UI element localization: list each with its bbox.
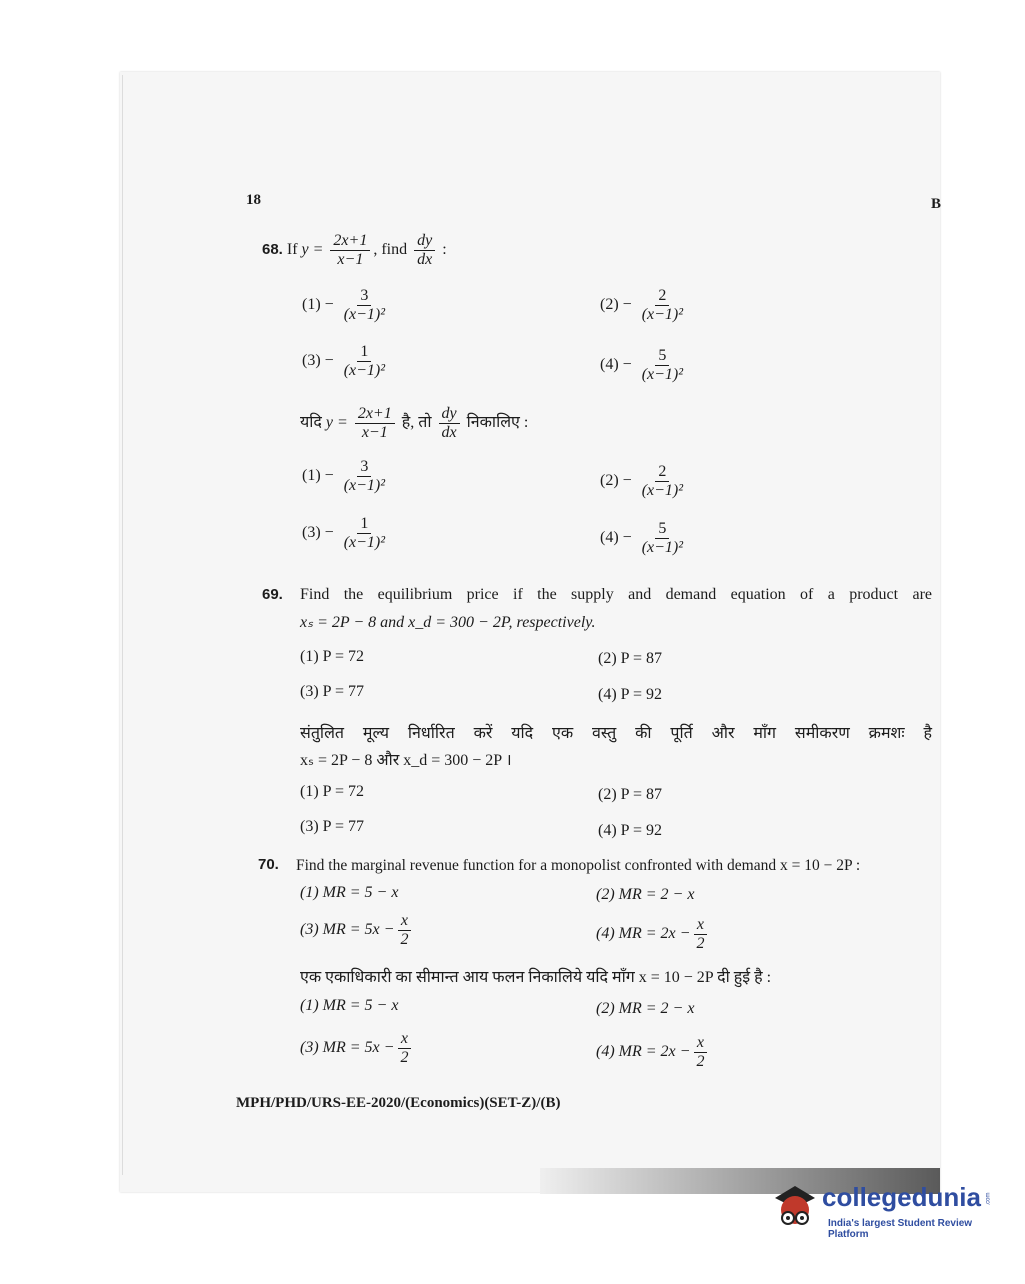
- q68-hi-option-3: (3) − $\frac{1}{\text{(x−1)²}}$: [302, 515, 386, 551]
- q69-hi-option-3: (3) P = 77: [300, 818, 364, 835]
- q70-option-3: (3) MR = 5x − $\frac{x}{2}$: [300, 912, 414, 949]
- q68-stem-hi: यदि y = $\frac{2x+1}{x-1}$ है, तो $\frac{dy}{dx}$ निकालिए :: [300, 405, 529, 441]
- q69-hi-option-2: (2) P = 87: [598, 786, 662, 803]
- page-edge-letter: B: [931, 196, 942, 212]
- q70-hi-option-1: (1) MR = 5 − x: [300, 997, 399, 1014]
- q70-option-1: (1) MR = 5 − x: [300, 884, 399, 901]
- q68-option-4: (4) − $\frac{5}{\text{(x−1)²}}$: [600, 347, 684, 383]
- q68-derivative-fraction: $\frac{dy}{dx}$: [414, 232, 435, 269]
- q69-option-1: (1) P = 72: [300, 648, 364, 665]
- q69-stem-hi-line2: xₛ = 2P − 8 और x_d = 300 − 2P ।: [300, 752, 512, 769]
- q69-stem-en-line2: xₛ = 2P − 8 and x_d = 300 − 2P, respectively.: [300, 614, 596, 631]
- q68-function-fraction: $\frac{2x+1}{x-1}$: [330, 232, 370, 269]
- q70-number: 70.: [258, 856, 279, 873]
- q70-option-2: (2) MR = 2 − x: [596, 886, 695, 903]
- q70-option-4: (4) MR = 2x − $\frac{x}{2}$: [596, 916, 710, 953]
- q70-hi-option-2: (2) MR = 2 − x: [596, 1000, 695, 1017]
- q69-option-4: (4) P = 92: [598, 686, 662, 703]
- q68-stem-en: 68. If y = $\frac{2x+1}{x-1}$ , find $\frac{dy}{dx}$ :: [262, 232, 447, 268]
- logo-tagline: India's largest Student Review Platform: [828, 1218, 973, 1240]
- q68-number: 68.: [262, 241, 283, 259]
- q69-option-2: (2) P = 87: [598, 650, 662, 667]
- q69-option-3: (3) P = 77: [300, 683, 364, 700]
- q68-option-2: (2) − $\frac{2}{\text{(x−1)²}}$: [600, 287, 684, 323]
- q69-stem-en-line1: Find the equilibrium price if the supply and demand equation of a product are: [300, 586, 932, 603]
- q69-hi-option-1: (1) P = 72: [300, 783, 364, 800]
- logo-suffix: .com: [985, 1192, 992, 1206]
- q69-stem-hi-line1: संतुलित मूल्य निर्धारित करें यदि एक वस्तु की पूर्ति और माँग समीकरण क्रमशः है: [300, 725, 932, 742]
- q69-hi-option-4: (4) P = 92: [598, 822, 662, 839]
- page-edge: [122, 75, 163, 1175]
- logo-wordmark: collegedunia: [822, 1182, 981, 1212]
- paper-code-footer: MPH/PHD/URS-EE-2020/(Economics)(SET-Z)/(B): [236, 1095, 561, 1111]
- q69-number: 69.: [262, 586, 283, 603]
- page-number: 18: [246, 192, 261, 208]
- exam-page: [120, 72, 940, 1192]
- q70-stem-hi: एक एकाधिकारी का सीमान्त आय फलन निकालिये यदि माँग x = 10 − 2P दी हुई है :: [300, 969, 772, 986]
- q68-option-1: (1) − $\frac{3}{\text{(x−1)²}}$: [302, 287, 386, 323]
- q68-hi-option-2: (2) − $\frac{2}{\text{(x−1)²}}$: [600, 463, 684, 499]
- q70-stem-en: Find the marginal revenue function for a monopolist confronted with demand x = 10 − 2P :: [296, 857, 861, 874]
- q70-hi-option-3: (3) MR = 5x − $\frac{x}{2}$: [300, 1030, 414, 1067]
- q68-hi-option-1: (1) − $\frac{3}{\text{(x−1)²}}$: [302, 458, 386, 494]
- q68-option-3: (3) − $\frac{1}{\text{(x−1)²}}$: [302, 343, 386, 379]
- q70-hi-option-4: (4) MR = 2x − $\frac{x}{2}$: [596, 1034, 710, 1071]
- collegedunia-logo[interactable]: [770, 1180, 1000, 1250]
- q68-hi-option-4: (4) − $\frac{5}{\text{(x−1)²}}$: [600, 520, 684, 556]
- mascot-icon: [770, 1180, 820, 1240]
